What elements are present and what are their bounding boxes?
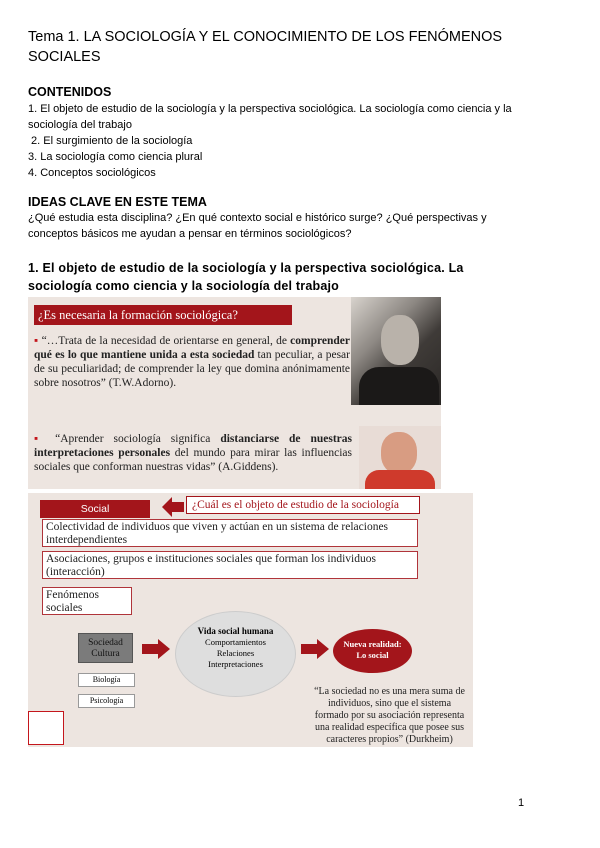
sociedad-cultura-box: Sociedad Cultura <box>78 633 133 663</box>
adorno-photo <box>351 297 441 405</box>
biologia-tag: Biología <box>78 673 135 687</box>
quote-adorno: ▪ “…Trata de la necesidad de orientarse en general, de comprender qué es lo que mantiene unida a esta sociedad tan peculiar, a pesar de su peculiaridad; de comprender la ley que domina anónimamente sobre nosotros” (T.W.Adorno). <box>34 335 351 389</box>
psicologia-tag: Psicología <box>78 694 135 708</box>
definition-3: Fenómenos sociales <box>42 587 132 615</box>
nueva-realidad-circle: Nueva realidad: Lo social <box>333 629 412 673</box>
giddens-photo <box>359 426 441 489</box>
definition-1: Colectividad de individuos que viven y actúan en un sistema de relaciones interdependientes <box>42 519 418 547</box>
slide-objeto-estudio <box>28 493 473 747</box>
right-arrow-icon <box>142 639 170 659</box>
social-label: Social <box>40 500 150 518</box>
section-heading <box>28 259 498 295</box>
ideas-text: ¿Qué estudia esta disciplina? ¿En qué contexto social e histórico surge? ¿Qué perspectivas y conceptos básicos me ayudan a pensar en términos sociológicos? <box>28 212 487 240</box>
contenidos-item: 1. El objeto de estudio de la sociología y la perspectiva sociológica. La sociología como ciencia y la sociología del trabajo <box>28 103 512 131</box>
contenidos-item: 2. El surgimiento de la sociología <box>31 135 193 147</box>
slide-formacion-sociologica <box>28 297 441 489</box>
ideas-heading: IDEAS CLAVE EN ESTE TEMA <box>28 195 207 209</box>
right-arrow-icon <box>301 639 329 659</box>
contenidos-heading: CONTENIDOS <box>28 85 112 99</box>
quote-giddens: ▪ “Aprender sociología significa distanciarse de nuestras interpretaciones personales del mundo para mirar las influencias sociales que conforman nuestras vidas” (A.Giddens). <box>34 433 352 473</box>
section-heading-rest: La sociología como ciencia y la sociología del trabajo <box>28 261 464 293</box>
document-title: Tema 1. LA SOCIOLOGÍA Y EL CONOCIMIENTO DE LOS FENÓMENOS SOCIALES <box>28 29 503 65</box>
red-outline-box <box>28 711 64 745</box>
section-heading-bold: 1. El objeto de estudio de la sociología y la perspectiva sociológica. <box>28 261 445 275</box>
page-number: 1 <box>518 797 525 809</box>
question-box: ¿Cuál es el objeto de estudio de la sociología <box>186 496 420 514</box>
vida-social-circle: Vida social humana Comportamientos Relaciones Interpretaciones <box>175 611 296 697</box>
left-arrow-icon <box>162 497 184 517</box>
durkheim-quote: “La sociedad no es una mera suma de individuos, sino que el sistema formado por su asociación representa una realidad específica que posee sus caracteres propios” (Durkheim) <box>314 686 465 745</box>
contenidos-list <box>28 101 528 181</box>
contenidos-item: 3. La sociología como ciencia plural <box>28 151 203 163</box>
definition-2: Asociaciones, grupos e instituciones sociales que forman los individuos (interacción) <box>42 551 418 579</box>
slide1-banner: ¿Es necesaria la formación sociológica? <box>34 305 292 325</box>
contenidos-item: 4. Conceptos sociológicos <box>28 167 156 179</box>
